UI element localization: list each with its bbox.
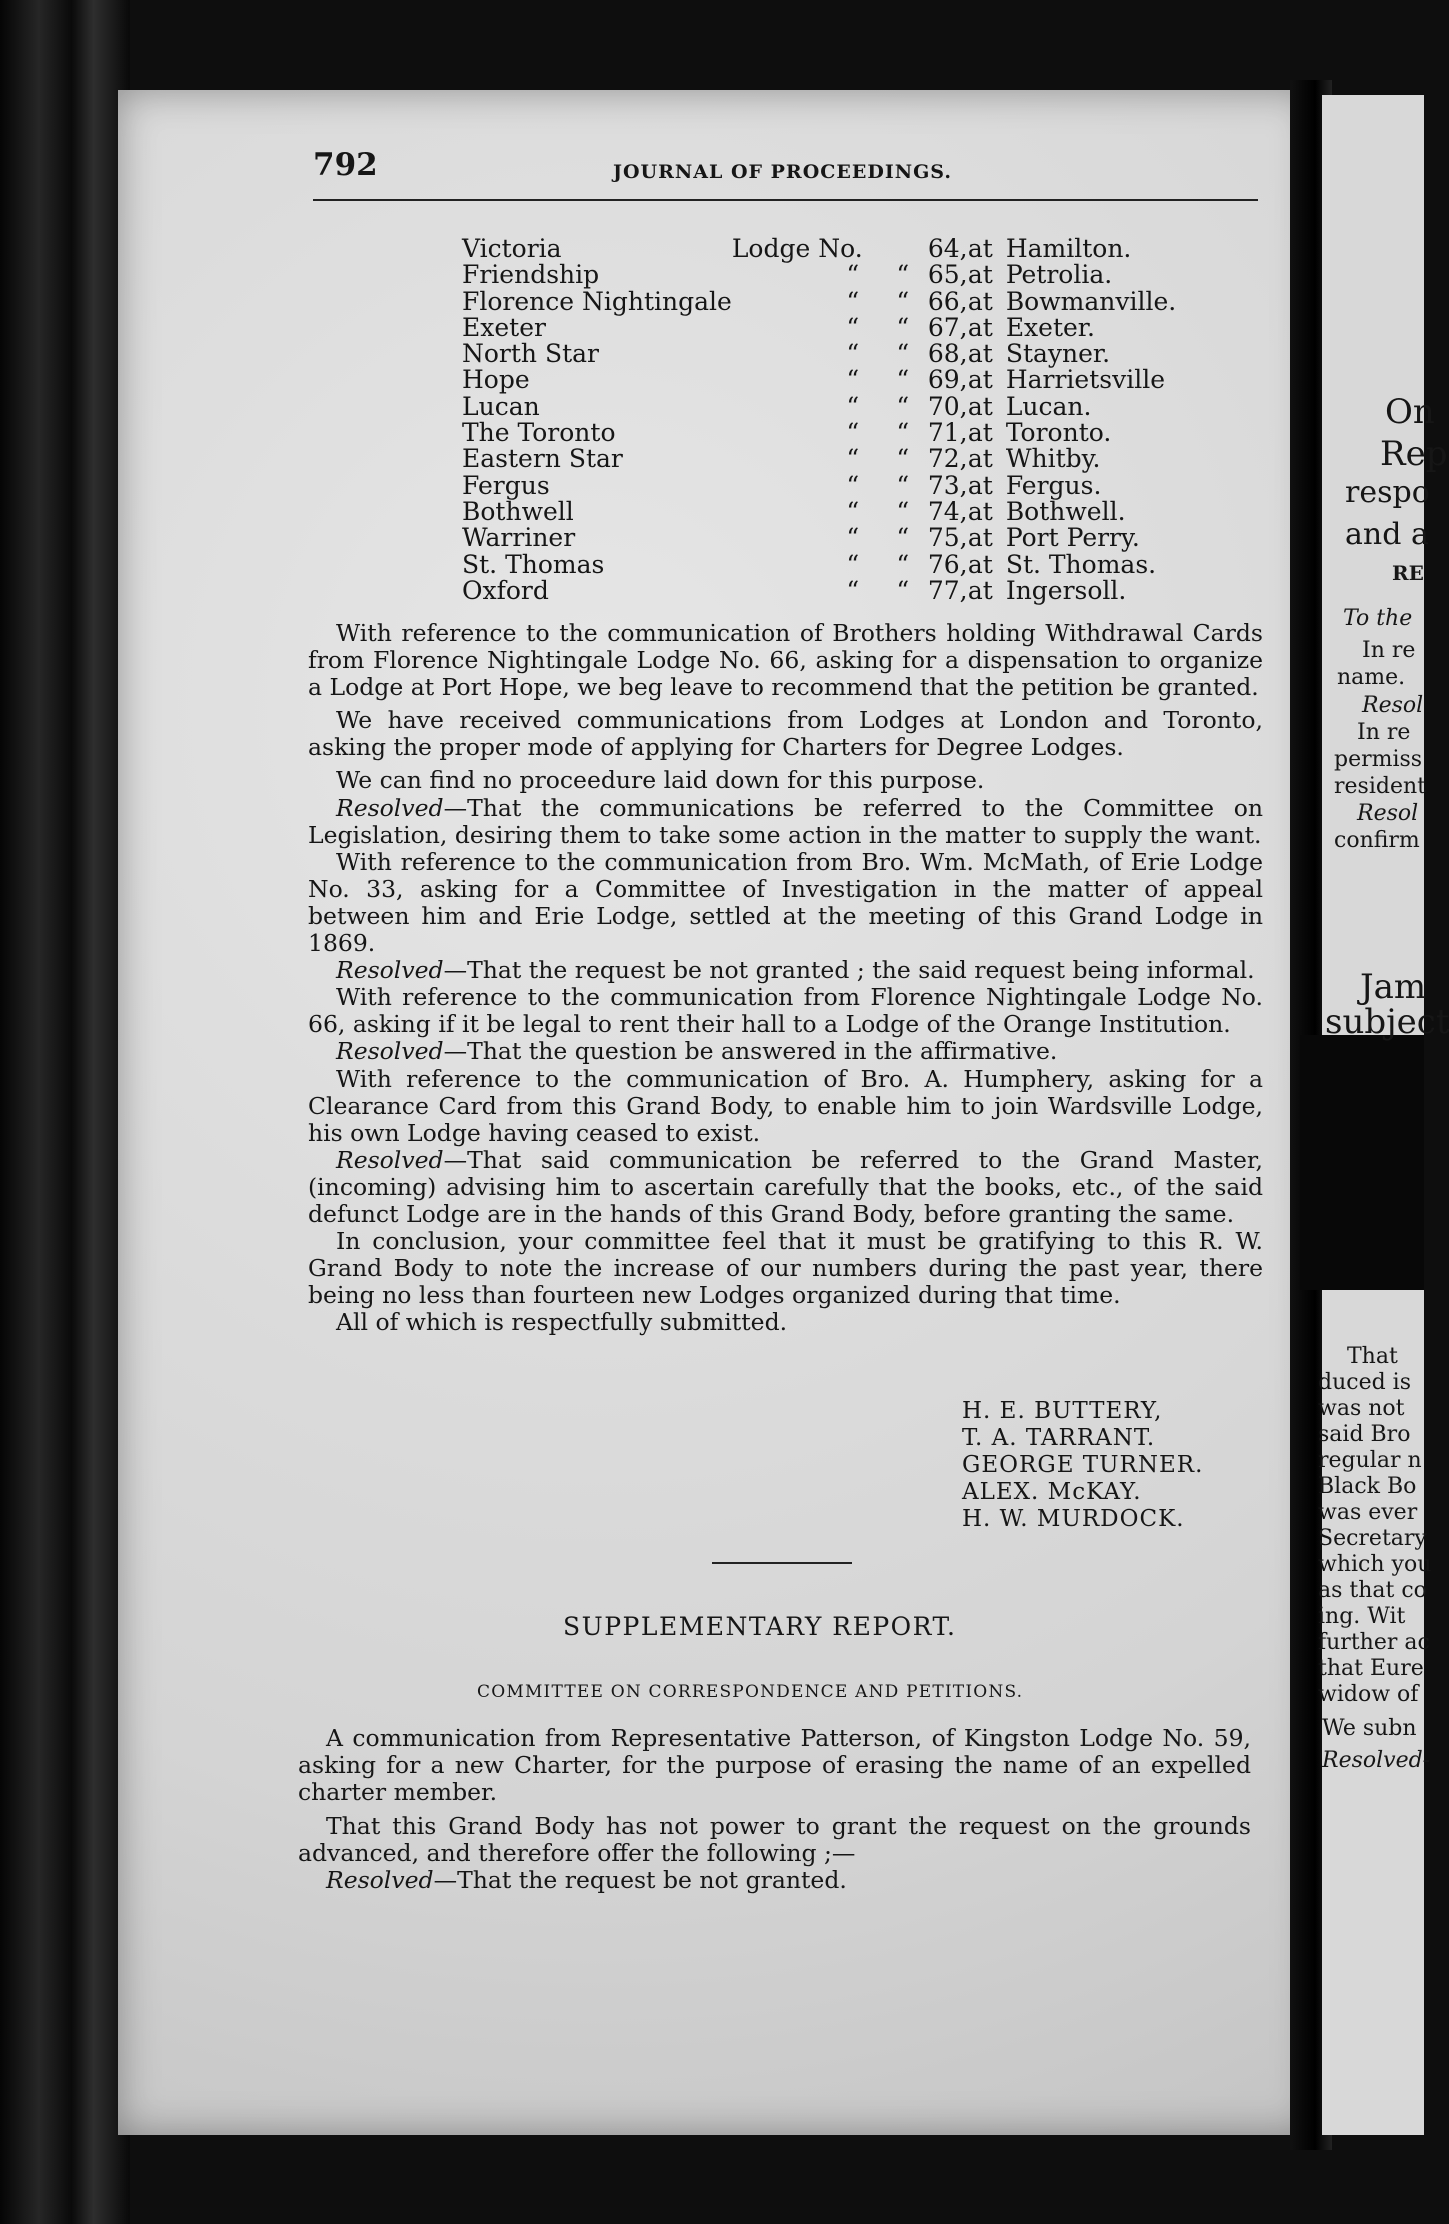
ditto-mark: “ [896, 365, 910, 395]
ditto-mark: “ [846, 286, 860, 316]
lodge-row [462, 236, 1176, 262]
at-word: at [967, 444, 993, 474]
lodge-number: 67, [927, 312, 968, 342]
ditto-mark: “ [896, 549, 910, 579]
lodge-number: 70, [927, 391, 968, 421]
lodge-location: Stayner. [1005, 339, 1111, 369]
facing-page-fragment: In re [1357, 720, 1411, 745]
lodge-name: The Toronto [462, 418, 616, 448]
at-word: at [967, 339, 993, 369]
at-word: at [967, 496, 993, 526]
lodge-label [732, 394, 828, 420]
ditto-mark: “ [846, 523, 860, 553]
lodge-name: Bothwell [462, 496, 574, 526]
resolution-text: —That the request be not granted. [433, 1866, 847, 1895]
lodge-row [462, 525, 1176, 551]
resolution [298, 1867, 1251, 1894]
paragraph: We have received communications from Lodges at London and Toronto, asking the proper mode of applying for Charters for Degree Lodges. [308, 706, 1263, 762]
facing-page-fragment: said Bro [1318, 1422, 1411, 1447]
lodge-number: 74, [927, 496, 968, 526]
lodge-row [462, 446, 1176, 472]
lodge-name: Hope [462, 365, 530, 395]
lodge-label [732, 367, 828, 393]
facing-page-fragment: Jam [1360, 967, 1427, 1007]
paragraph: A communication from Representative Patterson, of Kingston Lodge No. 59, asking for a new Charter, for the purpose of erasing the name of an expelled charter member. [298, 1724, 1251, 1807]
at-word: at [967, 470, 993, 500]
lodge-number: 73, [927, 470, 968, 500]
lodge-label: Lodge No. [731, 234, 863, 263]
lodge-number: 65, [927, 260, 968, 290]
resolved-label: Resolved [336, 1037, 444, 1066]
resolution [308, 795, 1263, 849]
facing-page-fragment: permiss [1334, 747, 1423, 772]
lodge-number: 64, [927, 234, 968, 263]
lodge-number: 71, [927, 418, 968, 448]
paragraph: In conclusion, your committee feel that it must be gratifying to this R. W. Grand Body to note the increase of our numbers during the past year, there being no less than fourteen new Lodges organized during that time. [308, 1227, 1263, 1310]
lodge-row [462, 499, 1176, 525]
ditto-mark: “ [846, 549, 860, 579]
signatory: T. A. TARRANT. [962, 1425, 1156, 1451]
lodge-name: Lucan [462, 391, 540, 421]
section-title: SUPPLEMENTARY REPORT. [563, 1612, 957, 1641]
facing-page-fragment: Resol [1357, 801, 1419, 826]
lodge-row [462, 420, 1176, 446]
signatory: ALEX. McKAY. [962, 1479, 1142, 1505]
lodge-name: Oxford [462, 575, 549, 605]
at-word: at [967, 365, 993, 395]
lodge-location: Ingersoll. [1005, 575, 1127, 605]
lodge-name: Warriner [462, 523, 576, 553]
signatory: GEORGE TURNER. [962, 1452, 1204, 1478]
resolution [308, 1038, 1263, 1065]
facing-page-fragment: confirm [1334, 828, 1420, 853]
ditto-mark: “ [846, 391, 860, 421]
lodge-label [732, 578, 828, 604]
at-word: at [967, 391, 993, 421]
lodge-row [462, 262, 1176, 288]
lodge-location: Petrolia. [1005, 260, 1113, 290]
page-header [313, 143, 1258, 201]
lodge-label [732, 341, 828, 367]
lodge-location: Toronto. [1005, 418, 1112, 448]
page-number: 792 [313, 147, 378, 183]
book-binding [0, 0, 130, 2224]
lodge-number: 69, [927, 365, 968, 395]
ditto-mark: “ [846, 496, 860, 526]
ditto-mark: “ [896, 523, 910, 553]
lodge-label [732, 473, 828, 499]
lodge-name: Eastern Star [462, 444, 623, 474]
lodge-label [732, 289, 828, 315]
lodge-row [462, 552, 1176, 578]
facing-page-fragment: Rep [1380, 434, 1448, 474]
ditto-mark: “ [846, 312, 860, 342]
at-word: at [967, 234, 993, 263]
ditto-mark: “ [846, 365, 860, 395]
facing-page-fragment: widow of [1318, 1682, 1419, 1707]
ditto-mark: “ [896, 444, 910, 474]
resolved-label: Resolved [336, 956, 444, 985]
facing-page-fragment: duced is [1318, 1370, 1411, 1395]
lodge-row [462, 341, 1176, 367]
signature-block [962, 1398, 1203, 1533]
facing-page-fragment: regular n [1318, 1448, 1422, 1473]
lodge-location: Bowmanville. [1005, 286, 1177, 316]
ditto-mark: “ [846, 339, 860, 369]
facing-page-fragment: On [1385, 392, 1435, 432]
facing-page-fragment: was not [1318, 1396, 1405, 1421]
lodge-location: Hamilton. [1005, 234, 1132, 263]
lodge-location: Port Perry. [1005, 523, 1140, 553]
lodge-row [462, 315, 1176, 341]
at-word: at [967, 286, 993, 316]
facing-page-fragment: To the [1343, 606, 1413, 631]
section-subtitle: COMMITTEE ON CORRESPONDENCE AND PETITIONS. [477, 1682, 1024, 1702]
facing-page-fragment: subject [1325, 1002, 1449, 1042]
lodge-number: 68, [927, 339, 968, 369]
lodge-number: 77, [927, 575, 968, 605]
ditto-mark: “ [896, 312, 910, 342]
lodge-name: Exeter [462, 312, 546, 342]
facing-page-fragment: respo [1345, 475, 1430, 510]
ditto-mark: “ [896, 575, 910, 605]
lodge-name: Victoria [462, 234, 562, 263]
lodge-label [732, 525, 828, 551]
facing-page-fragment: ing. Wit [1318, 1604, 1406, 1629]
facing-page-fragment: Secretary [1318, 1526, 1427, 1551]
lodge-name: Florence Nightingale [462, 286, 732, 316]
supplementary-body [298, 1725, 1251, 1894]
ditto-mark: “ [846, 260, 860, 290]
paragraph: With reference to the communication from Florence Nightingale Lodge No. 66, asking if it be legal to rent their hall to a Lodge of the Orange Institution. [308, 983, 1263, 1039]
lodge-name: St. Thomas [462, 549, 605, 579]
lodge-name: North Star [462, 339, 599, 369]
resolved-label: Resolved [336, 1145, 444, 1174]
lodge-number: 76, [927, 549, 968, 579]
lodge-label [732, 446, 828, 472]
facing-page-fragment: In re [1362, 638, 1416, 663]
ditto-mark: “ [896, 260, 910, 290]
ditto-mark: “ [896, 496, 910, 526]
facing-page-fragment: and a [1345, 517, 1429, 552]
at-word: at [967, 549, 993, 579]
signatory: H. E. BUTTERY, [962, 1398, 1163, 1424]
resolution-text: —That said communication be referred to the Grand Master, (incoming) advising him to ascertain carefully that the books, etc., of the said defunct Lodge are in the hands of this Grand Body, before granting the same. [308, 1145, 1263, 1228]
lodge-number: 75, [927, 523, 968, 553]
ditto-mark: “ [896, 339, 910, 369]
paragraph: With reference to the communication from Bro. Wm. McMath, of Erie Lodge No. 33, asking for a Committee of Investigation in the matter of appeal between him and Erie Lodge, settled at the meeting of this Grand Lodge in 1869. [308, 847, 1263, 958]
lodge-label [732, 315, 828, 341]
ditto-mark: “ [846, 470, 860, 500]
paragraph: With reference to the communication of Brothers holding Withdrawal Cards from Florence Nightingale Lodge No. 66, asking for a dispensation to organize a Lodge at Port Hope, we beg leave to recommend that the petition be granted. [308, 619, 1263, 702]
section-divider [712, 1562, 852, 1564]
lodge-label [732, 499, 828, 525]
ditto-mark: “ [846, 575, 860, 605]
resolution [308, 1147, 1263, 1228]
lodge-location: St. Thomas. [1005, 549, 1157, 579]
resolution [308, 957, 1263, 984]
running-title: JOURNAL OF PROCEEDINGS. [613, 161, 952, 183]
facing-page-fragment: name. [1337, 665, 1406, 690]
at-word: at [967, 260, 993, 290]
lodge-row [462, 289, 1176, 315]
paragraph: That this Grand Body has not power to grant the request on the grounds advanced, and therefore offer the following ;— [298, 1811, 1251, 1867]
lodge-location: Harrietsville [1005, 365, 1165, 395]
closing-line: All of which is respectfully submitted. [336, 1308, 788, 1337]
lodge-location: Lucan. [1005, 391, 1092, 421]
facing-page-fragment: which you [1318, 1552, 1432, 1577]
ditto-mark: “ [896, 470, 910, 500]
lodge-row [462, 578, 1176, 604]
facing-page-fragment: resident [1334, 774, 1426, 799]
paragraph: With reference to the communication of Bro. A. Humphery, asking for a Clearance Card from this Grand Body, to enable him to join Wardsville Lodge, his own Lodge having ceased to exist. [308, 1064, 1263, 1147]
lodge-number: 72, [927, 444, 968, 474]
facing-page-fragment: that Eure [1318, 1656, 1424, 1681]
ditto-mark: “ [896, 418, 910, 448]
ditto-mark: “ [896, 286, 910, 316]
resolution-text: —That the communications be referred to the Committee on Legislation, desiring them to take some action in the matter to supply the want. [308, 793, 1263, 849]
at-word: at [967, 312, 993, 342]
lodge-row [462, 473, 1176, 499]
at-word: at [967, 523, 993, 553]
lodge-location: Bothwell. [1005, 496, 1126, 526]
facing-page-fragment: Resolved- [1322, 1748, 1431, 1773]
lodge-number: 66, [927, 286, 968, 316]
lodge-location: Whitby. [1005, 444, 1101, 474]
ditto-mark: “ [896, 391, 910, 421]
resolved-label: Resolved [336, 793, 444, 822]
facing-page-fragment: Resol [1362, 693, 1424, 718]
paragraph: We can find no proceedure laid down for this purpose. [336, 766, 985, 795]
facing-page-fragment: was ever [1318, 1500, 1418, 1525]
at-word: at [967, 575, 993, 605]
facing-page-fragment: We subn [1322, 1716, 1417, 1741]
lodge-location: Exeter. [1005, 312, 1095, 342]
ditto-mark: “ [846, 444, 860, 474]
lodge-name: Friendship [462, 260, 600, 290]
resolution-text: —That the question be answered in the affirmative. [443, 1037, 1058, 1066]
lodge-label [732, 552, 828, 578]
facing-page-fragment: Black Bo [1318, 1474, 1417, 1499]
at-word: at [967, 418, 993, 448]
facing-page-fragment: further ac [1318, 1630, 1430, 1655]
facing-page-fragment: That [1347, 1344, 1398, 1369]
ditto-mark: “ [846, 418, 860, 448]
resolved-label: Resolved [326, 1866, 434, 1895]
facing-page-fragment: as that co [1318, 1578, 1427, 1603]
lodge-label [732, 420, 828, 446]
lodge-row [462, 367, 1176, 393]
facing-page-fragment: RE [1392, 561, 1424, 585]
signatory: H. W. MURDOCK. [962, 1506, 1185, 1532]
lodge-location: Fergus. [1005, 470, 1102, 500]
facing-page-shadow [1300, 1035, 1424, 1290]
report-body [308, 620, 1263, 1336]
lodge-row [462, 394, 1176, 420]
lodge-list [462, 236, 1176, 604]
resolution-text: —That the request be not granted ; the said request being informal. [443, 956, 1255, 985]
lodge-label [732, 262, 828, 288]
lodge-name: Fergus [462, 470, 550, 500]
